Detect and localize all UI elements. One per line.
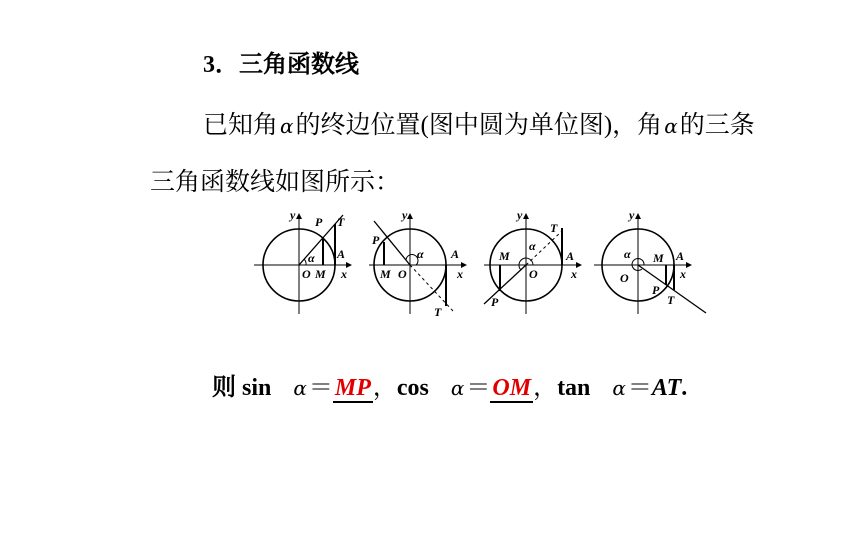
label-x: x — [680, 267, 686, 281]
label-O: O — [398, 267, 407, 281]
label-M: M — [653, 251, 664, 265]
section-heading: 3．三角函数线 — [203, 52, 359, 78]
label-O: O — [620, 271, 629, 285]
answer-sin: MP — [334, 375, 371, 401]
label-alpha: α — [529, 239, 536, 253]
alpha-symbol: α — [612, 376, 626, 400]
equals-sign: ＝ — [627, 375, 652, 401]
para-text-1: 已知角 — [203, 112, 279, 139]
label-alpha: α — [308, 251, 315, 265]
label-A: A — [566, 249, 575, 263]
label-M: M — [380, 267, 391, 281]
label-y: y — [629, 208, 635, 222]
label-P: P — [315, 215, 323, 229]
label-P: P — [652, 283, 660, 297]
equals-sign: ＝ — [466, 375, 491, 401]
answer-tan: AT — [651, 375, 682, 401]
equals-sign: ＝ — [308, 375, 333, 401]
label-M: M — [315, 267, 326, 281]
para-text-2: 的终边位置(图中圆为单位图)，角 — [295, 112, 663, 139]
label-A: A — [676, 249, 685, 263]
label-P: P — [491, 295, 499, 309]
alpha-symbol: α — [450, 376, 465, 400]
alpha-symbol: α — [280, 114, 294, 138]
label-A: A — [451, 247, 460, 261]
answer-cos: OM — [492, 375, 532, 401]
label-T: T — [550, 221, 558, 235]
label-O: O — [302, 267, 311, 281]
label-y: y — [517, 208, 523, 222]
sin-label: sin — [242, 375, 272, 401]
tan-label: tan — [557, 375, 591, 401]
label-P: P — [372, 233, 380, 247]
figure-quadrant-3 — [484, 208, 581, 314]
comma: ， — [372, 375, 397, 401]
result-ze: 则 — [212, 375, 236, 401]
figure-quadrant-4 — [594, 208, 706, 314]
comma: ， — [533, 375, 558, 401]
label-O: O — [529, 267, 538, 281]
label-A: A — [337, 247, 346, 261]
trig-line-figures — [248, 206, 718, 321]
paragraph-line-1 — [203, 105, 755, 141]
label-x: x — [571, 267, 577, 281]
figure-quadrant-2 — [369, 208, 466, 319]
label-y: y — [402, 208, 408, 222]
label-x: x — [341, 267, 347, 281]
period: . — [681, 375, 688, 401]
label-T: T — [337, 215, 345, 229]
label-alpha: α — [624, 247, 631, 261]
label-M: M — [499, 249, 510, 263]
label-T: T — [434, 305, 442, 319]
paragraph-line-2: 三角函数线如图所示： — [150, 169, 401, 196]
alpha-symbol: α — [293, 376, 307, 400]
label-alpha: α — [417, 247, 424, 261]
figure-quadrant-1 — [254, 208, 351, 314]
result-line — [212, 367, 687, 402]
cos-label: cos — [396, 375, 429, 401]
label-T: T — [667, 293, 675, 307]
alpha-symbol: α — [664, 114, 678, 138]
para-text-3: 的三条 — [679, 112, 755, 139]
label-x: x — [457, 267, 463, 281]
label-y: y — [290, 208, 296, 222]
